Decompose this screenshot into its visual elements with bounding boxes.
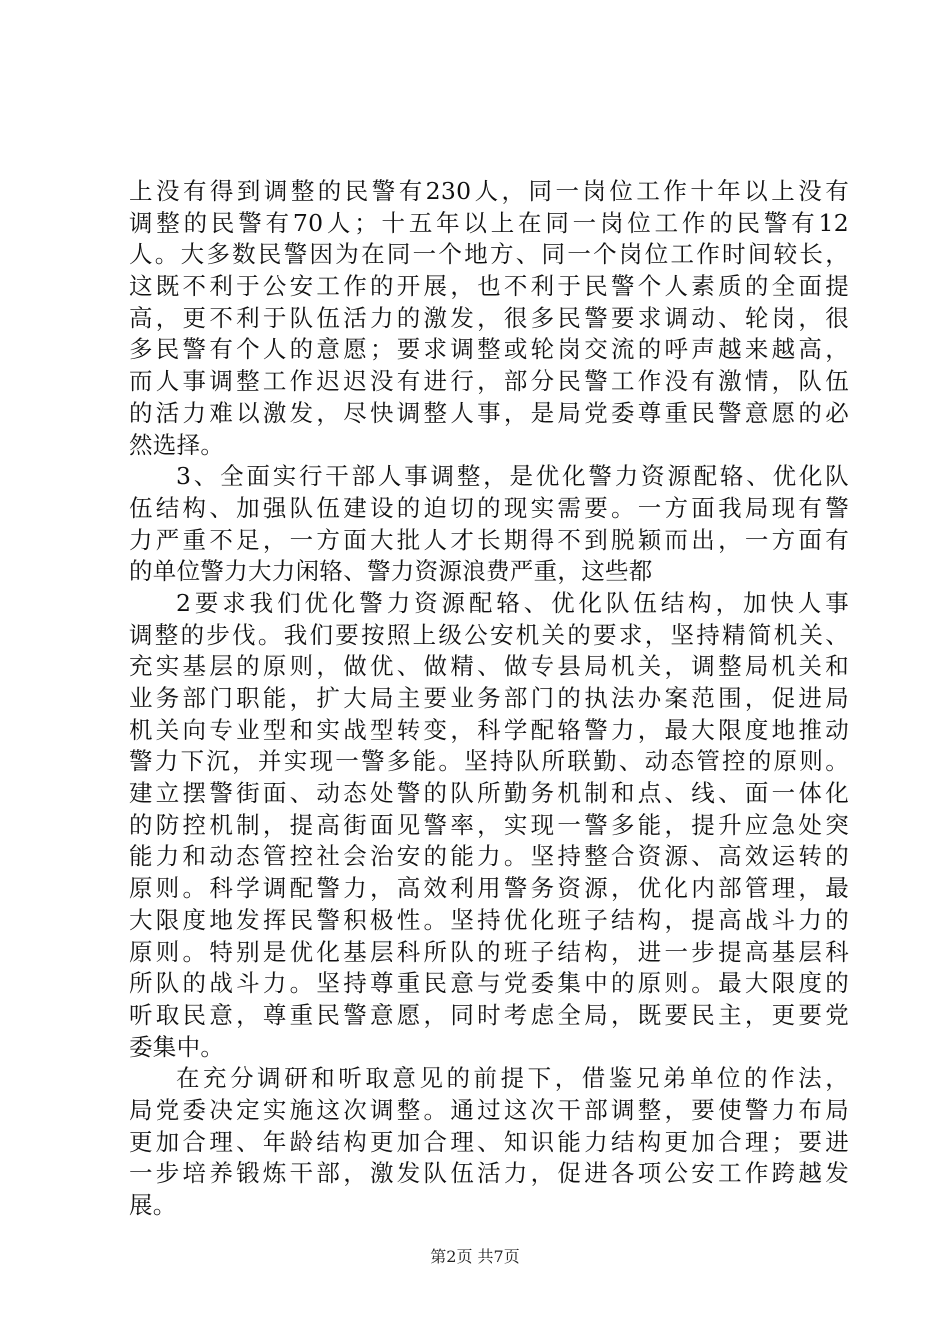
- paragraph-line: 警力下沉，并实现一警多能。坚持队所联勤、动态管控的原则。: [129, 747, 849, 776]
- paragraph-line: 充实基层的原则，做优、做精、做专县局机关，调整局机关和: [129, 652, 849, 681]
- page-number-footer: 第2页 共7页: [430, 1247, 520, 1266]
- paragraph-line: 业务部门职能，扩大局主要业务部门的执法办案范围，促进局: [129, 684, 849, 712]
- paragraph-line: 建立摆警街面、动态处警的队所勤务机制和点、线、面一体化: [129, 779, 849, 808]
- paragraph-line: 原则。科学调配警力，高效利用警务资源，优化内部管理，最: [129, 874, 849, 903]
- paragraph-line: 原则。特别是优化基层科所队的班子结构，进一步提高基层科: [129, 937, 849, 966]
- paragraph-line: 的单位警力大力闲辂、警力资源浪费严重，这些都: [129, 557, 653, 586]
- paragraph-line: 更加合理、年龄结构更加合理、知识能力结构更加合理；要进: [129, 1127, 849, 1156]
- paragraph-line: 一步培养锻炼干部，激发队伍活力，促进各项公安工作跨越发: [129, 1159, 849, 1188]
- paragraph-line: 调整的民警有70人；十五年以上在同一岗位工作的民警有12: [129, 208, 849, 237]
- paragraph-line: 上没有得到调整的民警有230人，同一岗位工作十年以上没有: [129, 177, 849, 205]
- paragraph-line: 大限度地发挥民警积极性。坚持优化班子结构，提高战斗力的: [129, 905, 849, 934]
- paragraph-line: 这既不利于公安工作的开展，也不利于民警个人素质的全面提: [129, 272, 849, 301]
- paragraph-line: 3、全面实行干部人事调整，是优化警力资源配辂、优化队: [176, 462, 849, 491]
- paragraph-line: 机关向专业型和实战型转变，科学配辂警力，最大限度地推动: [129, 715, 849, 744]
- paragraph-line: 的防控机制，提高街面见警率，实现一警多能，提升应急处突: [129, 810, 849, 839]
- paragraph-line: 能力和动态管控社会治安的能力。坚持整合资源、高效运转的: [129, 842, 849, 871]
- paragraph-line: 然选择。: [129, 430, 225, 459]
- paragraph-line: 2要求我们优化警力资源配辂、优化队伍结构，加快人事: [176, 588, 849, 617]
- paragraph-line: 展。: [129, 1191, 177, 1219]
- paragraph-line: 而人事调整工作迟迟没有进行，部分民警工作没有激情，队伍: [129, 367, 849, 396]
- paragraph-line: 多民警有个人的意愿；要求调整或轮岗交流的呼声越来越高，: [129, 335, 849, 364]
- paragraph-line: 委集中。: [129, 1032, 225, 1061]
- paragraph-line: 在充分调研和听取意见的前提下，借鉴兄弟单位的作法，: [176, 1064, 849, 1093]
- paragraph-line: 高，更不利于队伍活力的激发，很多民警要求调动、轮岗，很: [129, 303, 849, 332]
- paragraph-line: 听取民意，尊重民警意愿，同时考虑全局，既要民主，更要党: [129, 1000, 849, 1029]
- paragraph-line: 所队的战斗力。坚持尊重民意与党委集中的原则。最大限度的: [129, 969, 849, 998]
- paragraph-line: 人。大多数民警因为在同一个地方、同一个岗位工作时间较长，: [129, 240, 849, 269]
- document-body: [129, 176, 849, 1222]
- paragraph-line: 调整的步伐。我们要按照上级公安机关的要求，坚持精简机关、: [129, 620, 849, 649]
- paragraph-line: 局党委决定实施这次调整。通过这次干部调整，要使警力布局: [129, 1095, 849, 1124]
- paragraph-line: 伍结构、加强队伍建设的迫切的现实需要。一方面我局现有警: [129, 493, 849, 522]
- paragraph-line: 的活力难以激发，尽快调整人事，是局党委尊重民警意愿的必: [129, 398, 849, 427]
- paragraph-line: 力严重不足，一方面大批人才长期得不到脱颖而出，一方面有: [129, 525, 849, 554]
